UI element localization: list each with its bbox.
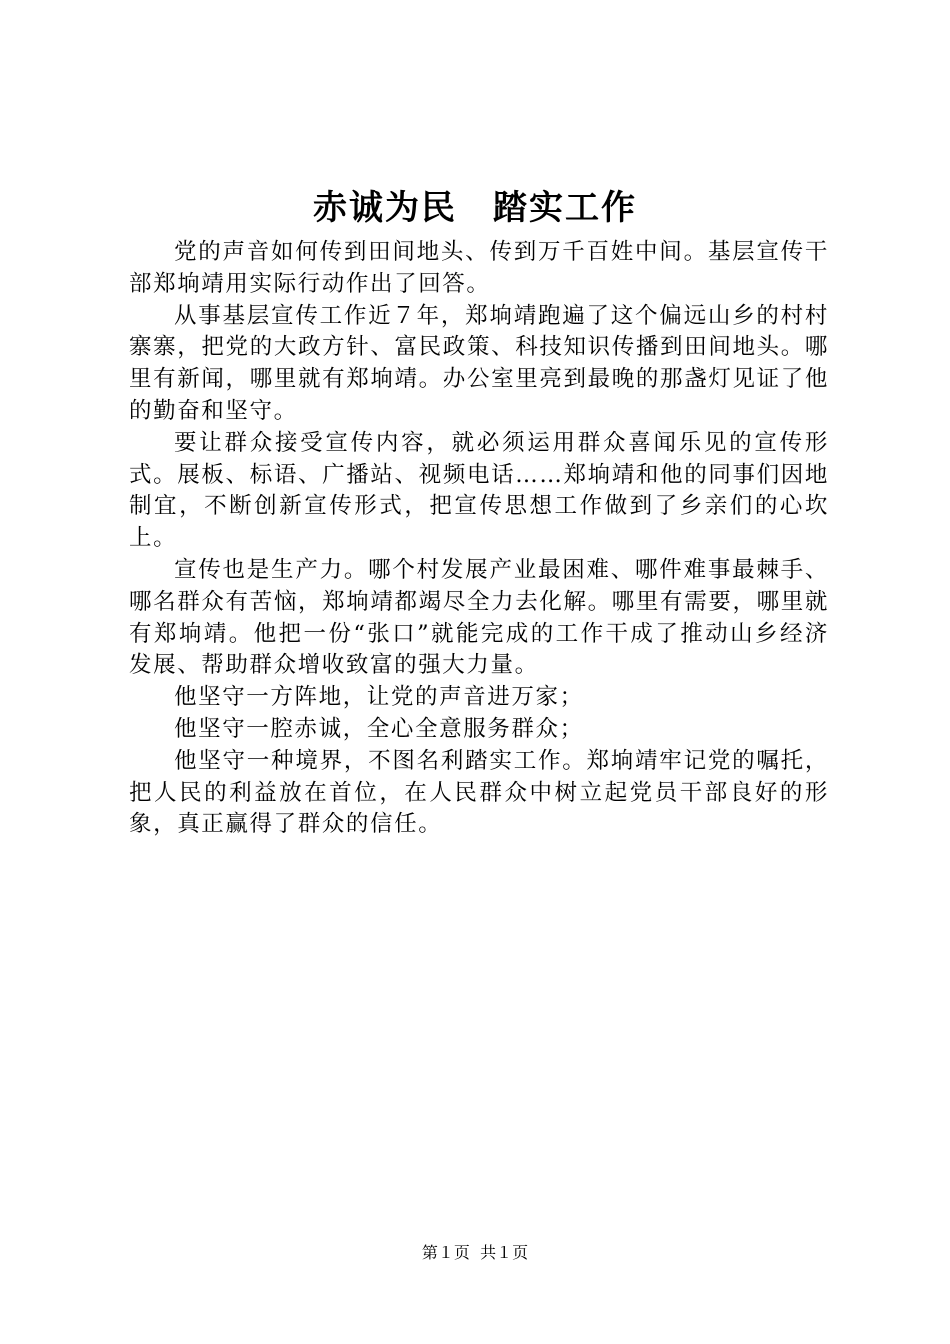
paragraph-1: 党的声音如何传到田间地头、传到万千百姓中间。基层宣传干部郑垧靖用实际行动作出了回答。 [129, 239, 829, 297]
document-body [129, 237, 829, 841]
paragraph-5: 他坚守一方阵地，让党的声音进万家； [174, 684, 584, 711]
paragraph-7: 他坚守一种境界，不图名利踏实工作。郑垧靖牢记党的嘱托，把人民的利益放在首位，在人民群众中树立起党员干部良好的形象，真正赢得了群众的信任。 [129, 747, 829, 838]
paragraph-2: 从事基层宣传工作近７年，郑垧靖跑遍了这个偏远山乡的村村寨寨，把党的大政方针、富民政策、科技知识传播到田间地头。哪里有新闻，哪里就有郑垧靖。办公室里亮到最晚的那盏灯见证了他的勤奋和坚守。 [129, 302, 829, 424]
paragraph-4: 宣传也是生产力。哪个村发展产业最困难、哪件难事最棘手、哪名群众有苦恼，郑垧靖都竭尽全力去化解。哪里有需要，哪里就有郑垧靖。他把一份“张口”就能完成的工作干成了推动山乡经济发展、帮助群众增收致富的强大力量。 [129, 556, 829, 679]
document-title: 赤诚为民 踏实工作 [313, 188, 637, 228]
paragraph-3: 要让群众接受宣传内容，就必须运用群众喜闻乐见的宣传形式。展板、标语、广播站、视频电话……郑垧靖和他的同事们因地制宜，不断创新宣传形式，把宣传思想工作做到了乡亲们的心坎上。 [129, 429, 829, 552]
paragraph-6: 他坚守一腔赤诚，全心全意服务群众； [174, 715, 584, 742]
page-number-footer: 第１页 共１页 [421, 1243, 529, 1262]
